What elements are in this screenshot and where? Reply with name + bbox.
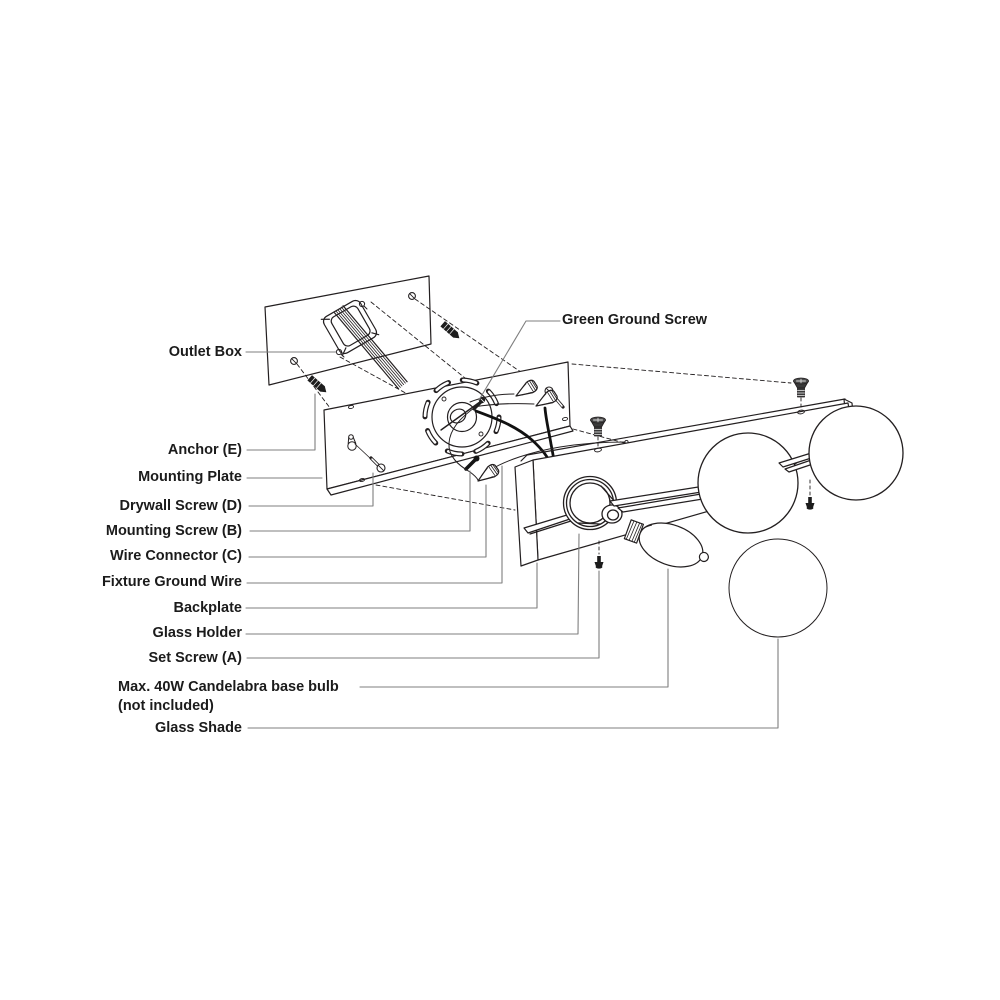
set-screw-2 (806, 497, 815, 510)
backplate-screw-2 (794, 378, 809, 397)
anchor-screw-left (291, 358, 298, 365)
anchor-screw-right (409, 293, 416, 300)
label-glass-holder: Glass Holder (152, 625, 242, 641)
label-fixture-ground-wire: Fixture Ground Wire (101, 574, 242, 590)
glass-shade-mounted-left (698, 433, 798, 533)
label-wire-connector-c: Wire Connector (C) (110, 548, 242, 564)
label-outlet-box: Outlet Box (168, 344, 242, 360)
label-candelabra-bulb-line1: Max. 40W Candelabra base bulb (118, 679, 339, 695)
label-anchor-e: Anchor (E) (167, 442, 242, 458)
backplate-screw-1 (591, 417, 606, 436)
glass-shade-mounted-right (809, 406, 903, 500)
set-screw-a (595, 556, 604, 569)
label-mounting-plate: Mounting Plate (138, 469, 242, 485)
label-set-screw-a: Set Screw (A) (148, 650, 242, 666)
label-backplate: Backplate (173, 600, 242, 616)
label-candelabra-bulb (118, 678, 339, 716)
wire-connector-3 (475, 463, 501, 486)
label-drywall-screw-d: Drywall Screw (D) (119, 498, 242, 514)
label-candelabra-bulb-line2: (not included) (118, 698, 214, 714)
label-mounting-screw-b: Mounting Screw (B) (105, 523, 242, 539)
label-green-ground-screw: Green Ground Screw (562, 312, 708, 328)
glass-shade (729, 539, 827, 637)
label-glass-shade: Glass Shade (154, 720, 242, 736)
